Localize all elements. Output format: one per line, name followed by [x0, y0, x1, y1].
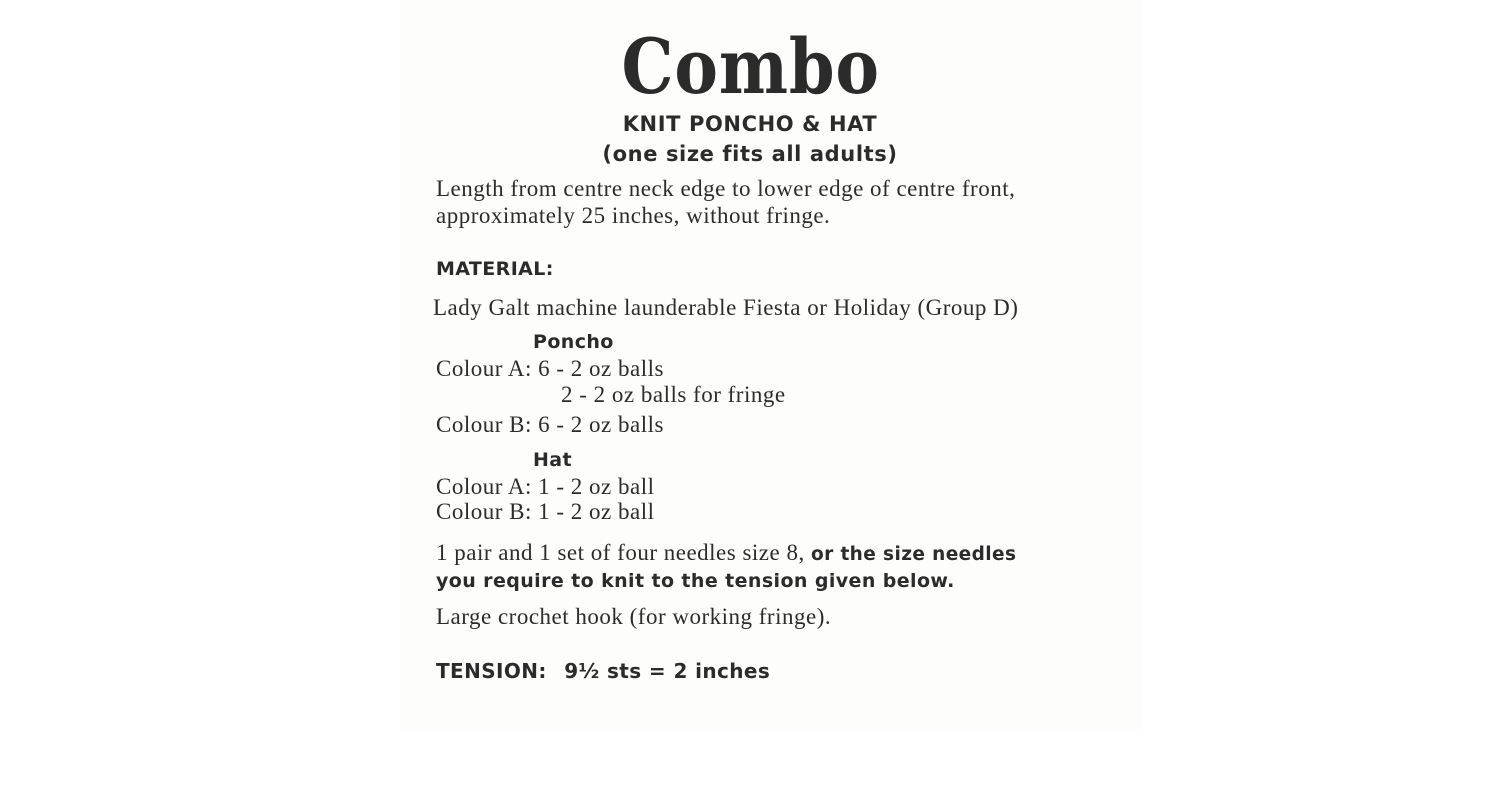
intro-line-2: approximately 25 inches, without fringe. [436, 203, 831, 228]
needles-bold-text: or the size needles [810, 544, 1017, 565]
hat-colour-b: Colour B: 1 - 2 oz ball [436, 499, 655, 524]
tension-line [436, 658, 770, 684]
material-heading: MATERIAL: [436, 258, 554, 280]
yarn-line: Lady Galt machine launderable Fiesta or Holiday (Group D) [433, 295, 1019, 320]
pattern-title: Combo [621, 22, 880, 111]
tension-value: 9½ sts = 2 inches [564, 659, 771, 683]
poncho-colour-a: Colour A: 6 - 2 oz balls [436, 356, 664, 381]
needles-plain-text: 1 pair and 1 set of four needles size 8, [436, 540, 805, 565]
crochet-hook-line: Large crochet hook (for working fringe). [436, 604, 832, 629]
size-note: (one size fits all adults) [602, 142, 898, 166]
needles-line-2: you require to knit to the tension given below. [436, 570, 955, 592]
poncho-colour-a-fringe: 2 - 2 oz balls for fringe [561, 382, 786, 407]
intro-line-1: Length from centre neck edge to lower edge of centre front, [436, 176, 1016, 201]
poncho-heading: Poncho [533, 331, 614, 353]
hat-heading: Hat [533, 449, 573, 471]
poncho-colour-b: Colour B: 6 - 2 oz balls [436, 412, 664, 437]
pattern-subtitle: KNIT PONCHO & HAT [622, 112, 878, 136]
tension-label: TENSION: [436, 659, 547, 683]
hat-colour-a: Colour A: 1 - 2 oz ball [436, 474, 655, 499]
needles-line-1 [436, 539, 1016, 568]
